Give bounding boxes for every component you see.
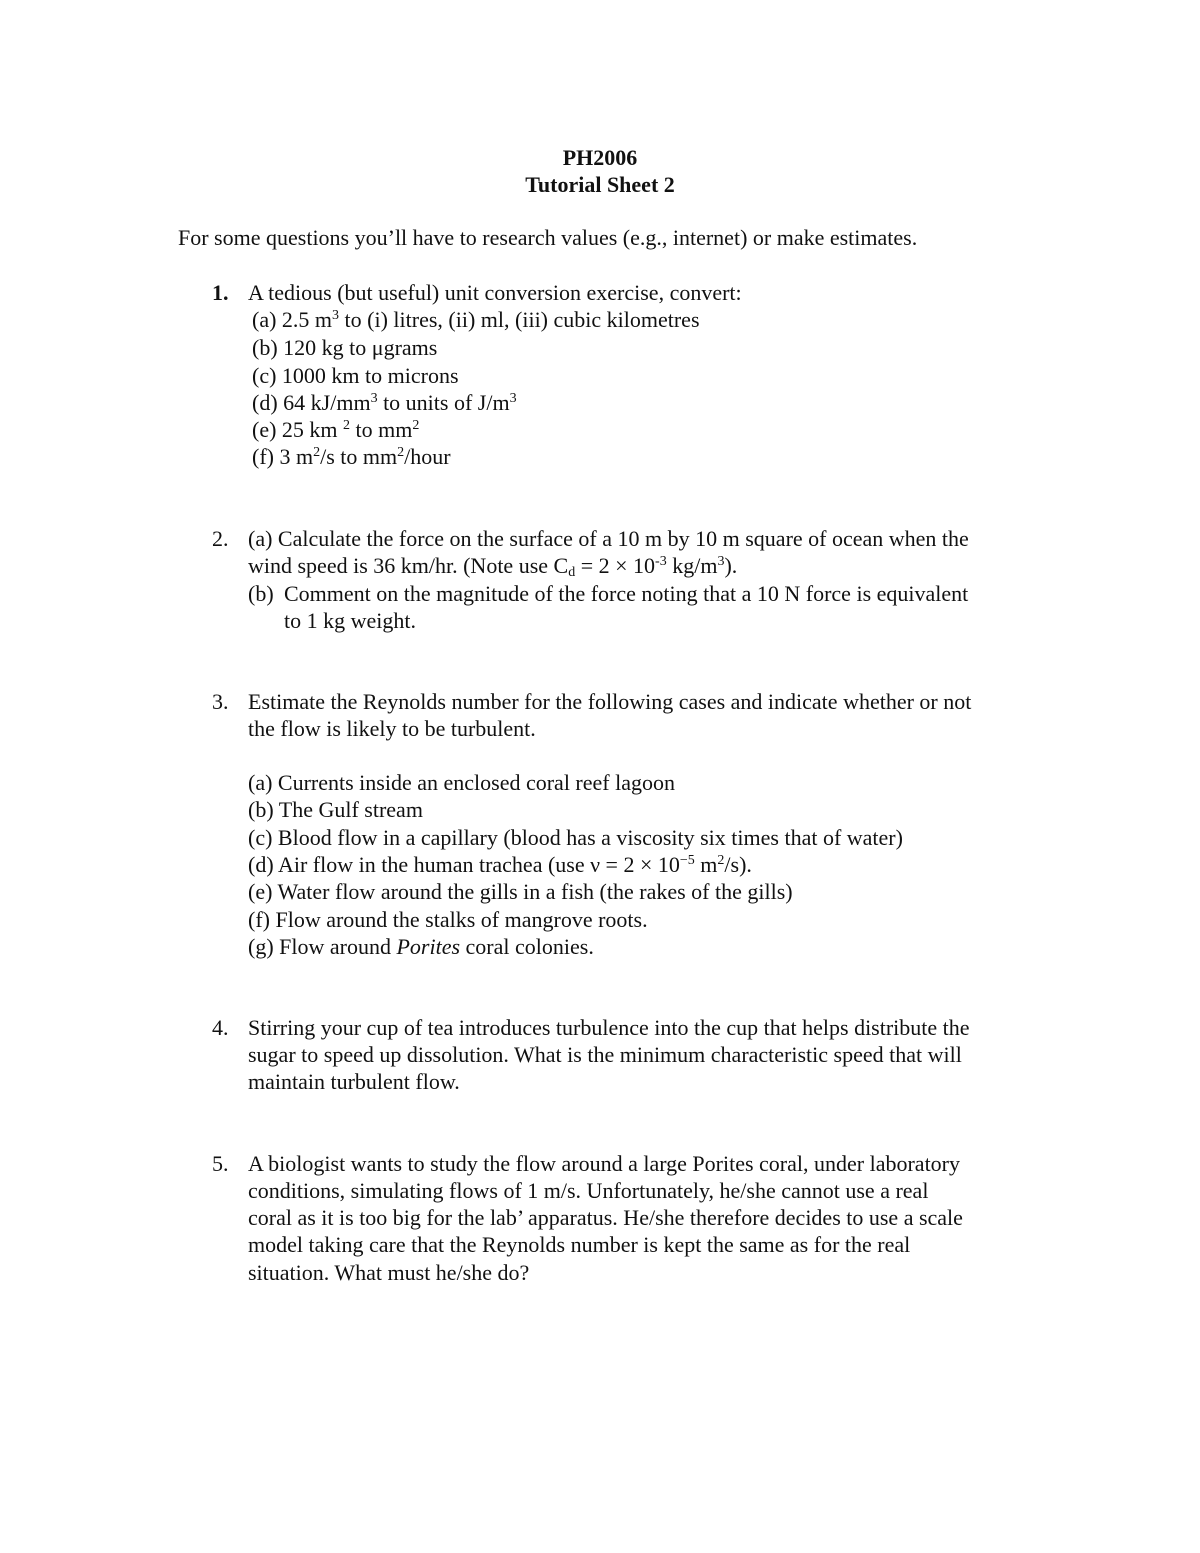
q4-line-3: maintain turbulent flow.: [248, 1069, 460, 1094]
q1-item-a: (a) 2.5 $m^3$ to (i) litres, (ii) ml, (iii) cubic kilometres: [252, 307, 700, 332]
q3-item-b: (b) The Gulf stream: [248, 797, 423, 822]
q5-line-1: A biologist wants to study the flow around a large Porites coral, under laboratory: [248, 1151, 961, 1176]
q4-line-1: Stirring your cup of tea introduces turbulence into the cup that helps distribute the: [248, 1015, 970, 1040]
sheet-title: Tutorial Sheet 2: [525, 172, 675, 197]
q3-item-f: (f) Flow around the stalks of mangrove roots.: [248, 907, 648, 932]
q2-line-1: (a) Calculate the force on the surface of a 10 m by 10 m square of ocean when the: [248, 526, 969, 551]
q3-line-1: Estimate the Reynolds number for the following cases and indicate whether or not: [248, 689, 972, 714]
q1-item-b: (b) 120 kg to μgrams: [252, 335, 438, 360]
q2-line-2: wind speed is 36 km/hr. (Note use $C_d = 2 \times 10^{-3}$ $kg/m^3$).: [248, 553, 738, 580]
q1-number: 1.: [212, 280, 229, 305]
q5-line-5: situation. What must he/she do?: [248, 1260, 530, 1285]
q1-text: A tedious (but useful) unit conversion exercise, convert:: [248, 280, 742, 305]
q4-line-2: sugar to speed up dissolution. What is the minimum characteristic speed that will: [248, 1042, 962, 1067]
q2-number: 2.: [212, 526, 229, 551]
q3-item-c: (c) Blood flow in a capillary (blood has a viscosity six times that of water): [248, 825, 903, 850]
q3-item-d: (d) Air flow in the human trachea (use $\nu = 2 \times 10^{-5}$ $m^2/s$).: [248, 852, 752, 877]
q3-number: 3.: [212, 689, 229, 714]
q3-item-a: (a) Currents inside an enclosed coral reef lagoon: [248, 770, 675, 795]
q2-item-b-label: (b): [248, 581, 274, 606]
q1-item-d: (d) 64 $kJ/mm^3$ to units of $J/m^3$: [252, 390, 517, 415]
course-code: PH2006: [562, 145, 638, 170]
q3-line-2: the flow is likely to be turbulent.: [248, 716, 536, 741]
q5-line-2: conditions, simulating flows of 1 m/s. Unfortunately, he/she cannot use a real: [248, 1178, 929, 1203]
q4-number: 4.: [212, 1015, 229, 1040]
q1-item-c: (c) 1000 km to microns: [252, 363, 459, 388]
q2-item-b-line-1: Comment on the magnitude of the force noting that a 10 N force is equivalent: [284, 581, 969, 606]
q5-line-3: coral as it is too big for the lab’ apparatus. He/she therefore decides to use a scale: [248, 1205, 963, 1230]
q3-item-g: (g) Flow around Porites coral colonies.: [248, 934, 594, 959]
q1-item-f: (f) 3 $m^2/s$ to $mm^2$/hour: [252, 444, 451, 469]
q2-item-b-line-2: to 1 kg weight.: [284, 608, 416, 633]
intro-text: For some questions you’ll have to research values (e.g., internet) or make estimates.: [178, 225, 918, 250]
q5-number: 5.: [212, 1151, 229, 1176]
q1-item-e: (e) 25 km $^2$ to $mm^2$: [252, 417, 420, 442]
q5-line-4: model taking care that the Reynolds number is kept the same as for the real: [248, 1232, 911, 1257]
q3-item-e: (e) Water flow around the gills in a fish (the rakes of the gills): [248, 879, 793, 904]
